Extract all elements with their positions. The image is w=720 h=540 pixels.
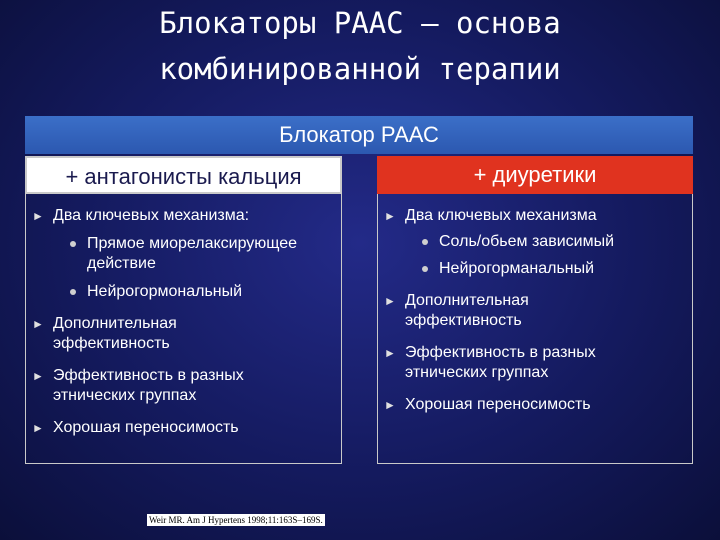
sub-list-item-text: Нейрогормональный (87, 283, 243, 300)
dot-icon (70, 289, 76, 295)
triangle-right-icon: ► (384, 398, 396, 412)
triangle-right-icon: ► (32, 369, 44, 383)
title-line-2: комбинированной терапии (159, 52, 561, 86)
right-column-panel (377, 194, 693, 464)
triangle-right-icon: ► (384, 209, 396, 223)
sub-list-item-text: Нейрогорманальный (439, 260, 595, 277)
triangle-right-icon: ► (32, 421, 44, 435)
citation-footnote: Weir MR. Am J Hypertens 1998;11:163S–169S. (149, 515, 323, 525)
list-item-text: Дополнительная эффективность (53, 315, 177, 352)
triangle-right-icon: ► (32, 317, 44, 331)
list-item-text: Дополнительная эффективность (405, 292, 529, 329)
left-column-header: + антагонисты кальция (25, 156, 342, 194)
list-item-text: Эффективность в разных этнических группах (405, 344, 596, 381)
list-item-text: Эффективность в разных этнических группах (53, 367, 244, 404)
list-item-text: Два ключевых механизма (405, 207, 597, 224)
left-column-panel (25, 194, 342, 464)
raas-blocker-banner: Блокатор РААС (25, 116, 693, 154)
sub-list-item-text: Прямое миорелаксирующее действие (87, 235, 298, 272)
right-column-header: + диуретики (377, 156, 693, 194)
dot-icon (70, 241, 76, 247)
triangle-right-icon: ► (32, 209, 44, 223)
dot-icon (422, 239, 428, 245)
triangle-right-icon: ► (384, 294, 396, 308)
slide-title (0, 0, 720, 100)
list-item-text: Хорошая переносимость (53, 419, 239, 436)
sub-list-item-text: Соль/обьем зависимый (439, 233, 615, 250)
list-item-text: Хорошая переносимость (405, 396, 591, 413)
list-item-text: Два ключевых механизма: (53, 207, 250, 224)
triangle-right-icon: ► (384, 346, 396, 360)
title-line-1: Блокаторы РААС – основа (159, 6, 561, 40)
dot-icon (422, 266, 428, 272)
